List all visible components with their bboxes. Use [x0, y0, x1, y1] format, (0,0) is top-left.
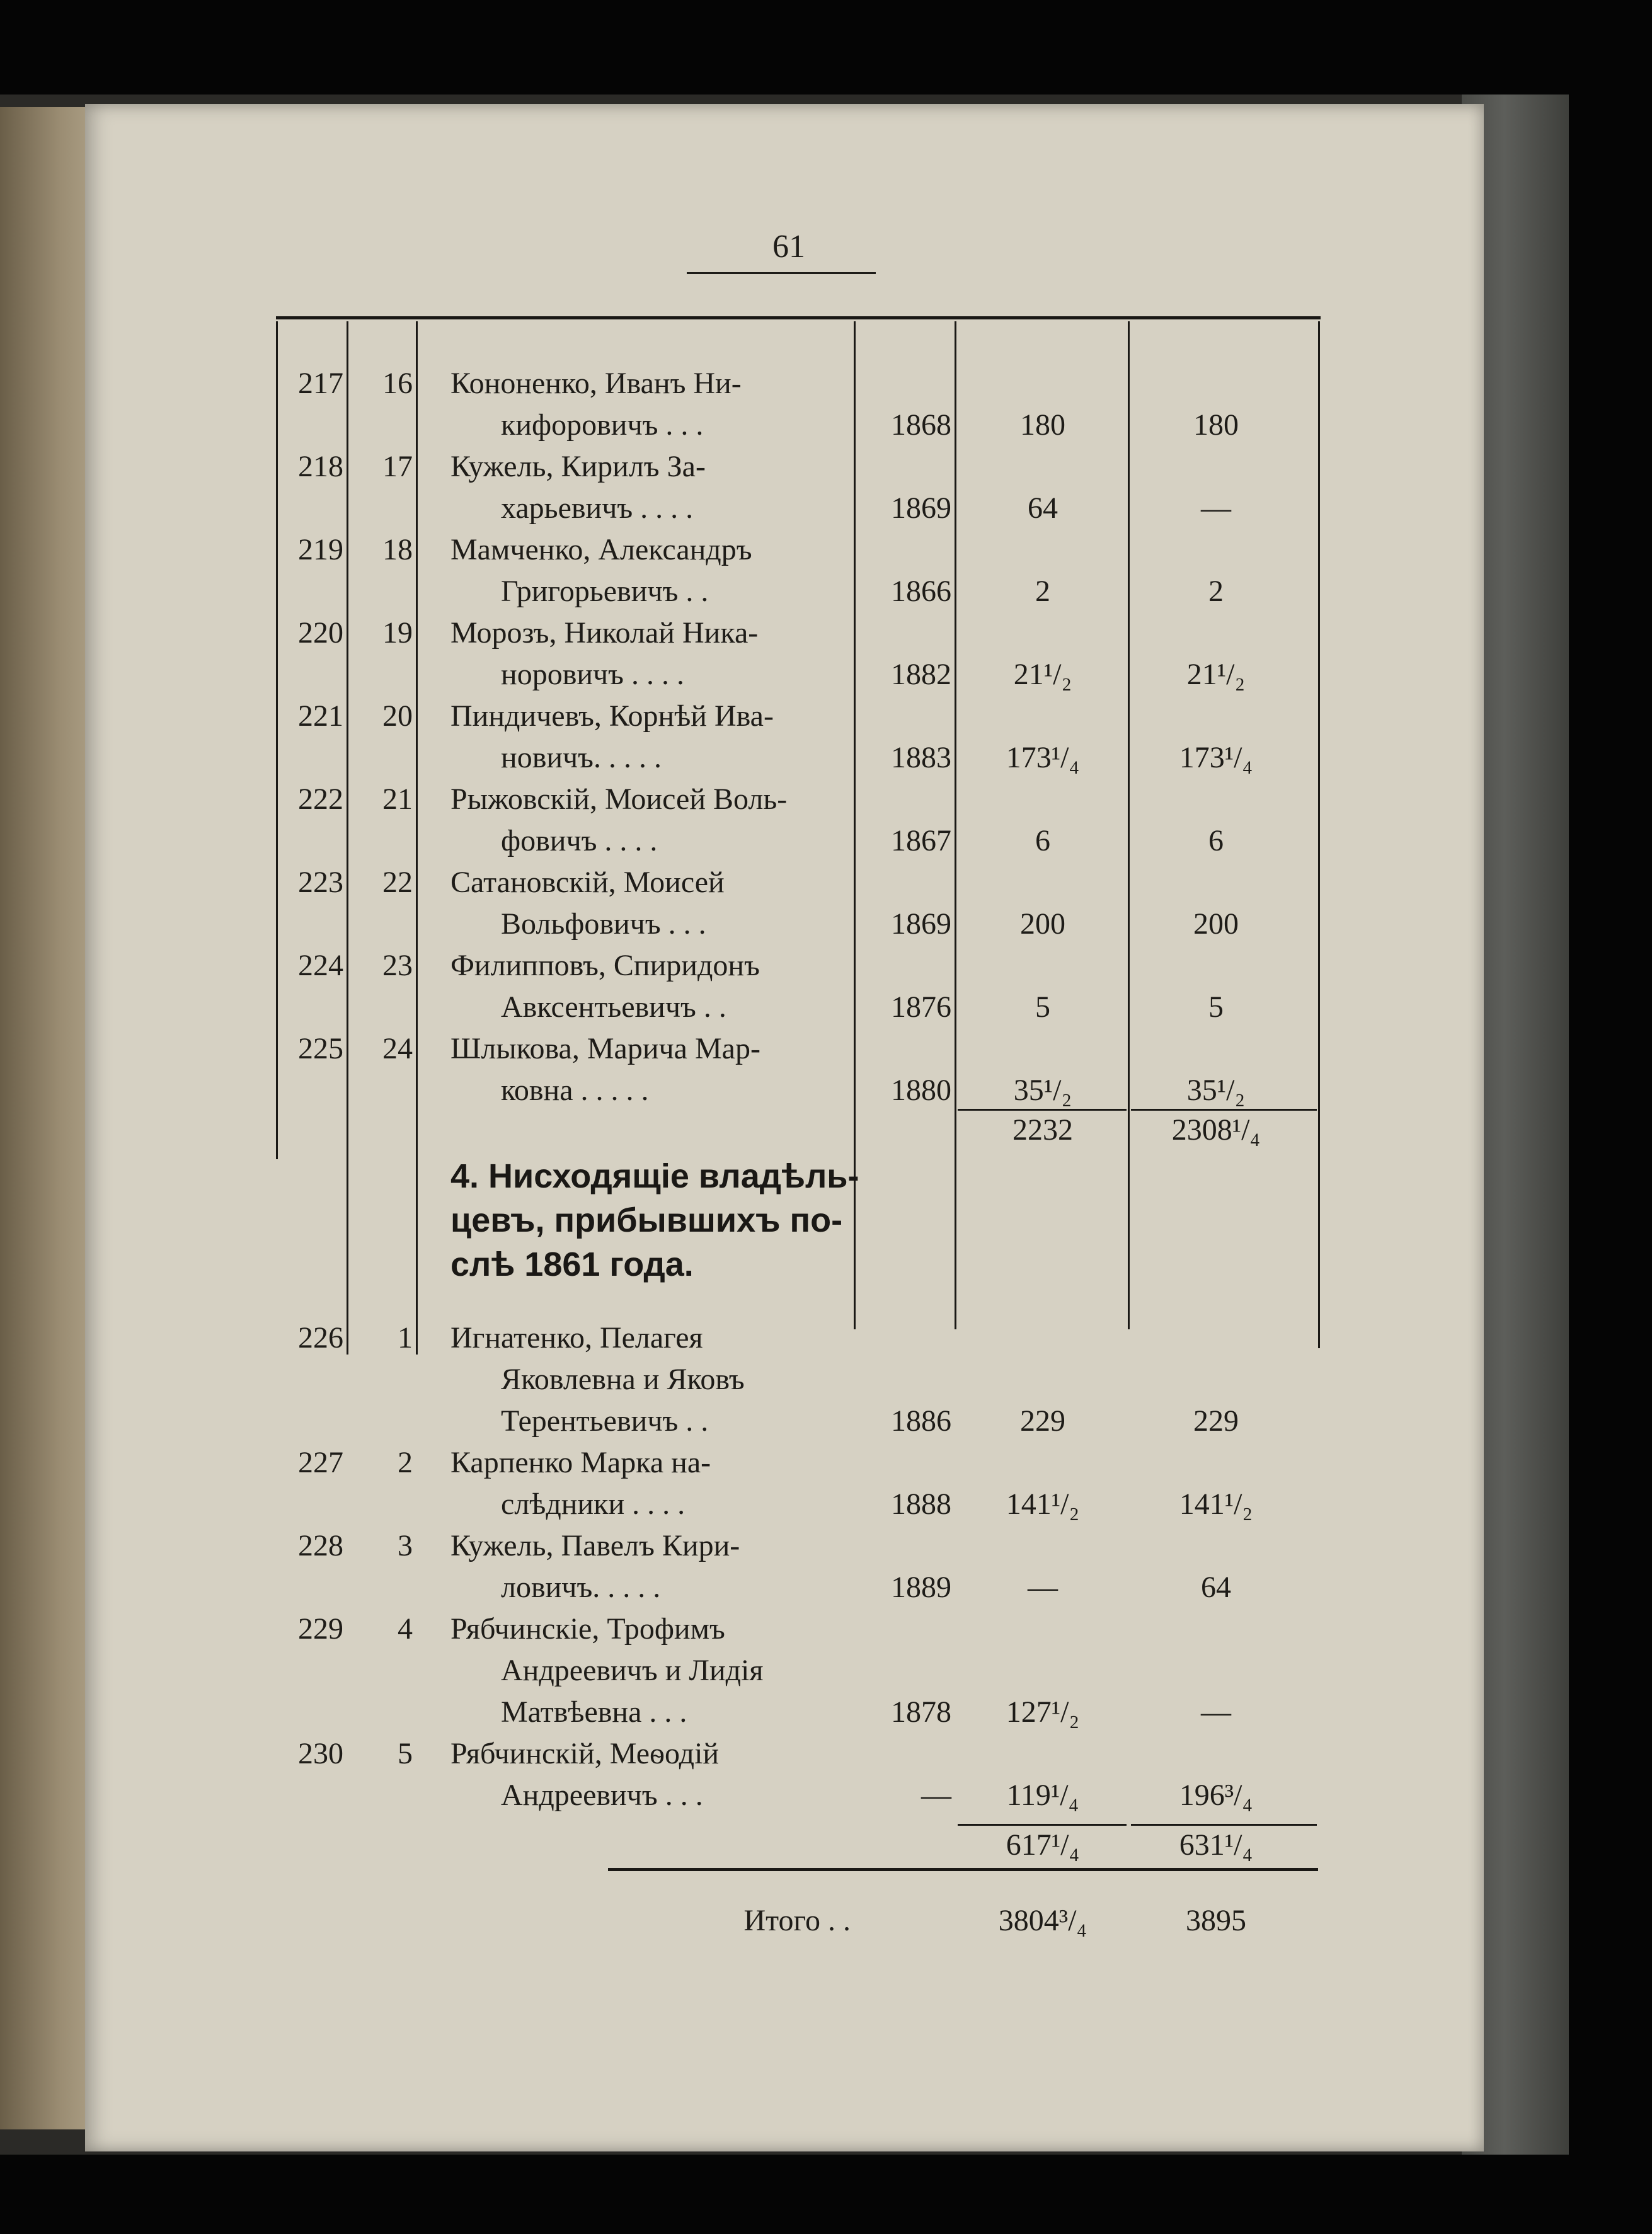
owner-name-line: Андреевичъ . . . — [501, 1779, 703, 1812]
year-cell: 1886 — [891, 1404, 951, 1438]
entry-number: 217 — [298, 367, 343, 400]
total-value: 3804³/₄ — [998, 1904, 1087, 1937]
year-cell: 1889 — [891, 1571, 951, 1604]
year-cell: 1888 — [891, 1487, 951, 1521]
owner-name-line: Сатановскій, Моисей — [450, 866, 725, 899]
owner-name-line: ловичъ. . . . . — [501, 1571, 661, 1604]
subtotal-rule-v2 — [1131, 1109, 1317, 1111]
owner-name-line: слѣдники . . . . — [501, 1487, 685, 1521]
value-cell: 196³/₄ — [1179, 1779, 1253, 1812]
entry-sub-number: 17 — [382, 450, 413, 483]
entry-number: 227 — [298, 1446, 343, 1479]
owner-name-line: новичъ. . . . . — [501, 741, 662, 774]
value-cell: — — [1028, 1571, 1058, 1604]
subtotal-rule-v1 — [958, 1824, 1127, 1826]
owner-name-line: норовичъ . . . . — [501, 658, 684, 691]
value-cell: 35¹/₂ — [1186, 1074, 1246, 1107]
subtotal-rule-v1 — [958, 1109, 1127, 1111]
year-cell: 1880 — [891, 1074, 951, 1107]
value-cell: 127¹/₂ — [1006, 1695, 1080, 1729]
page-number-rule — [687, 272, 876, 274]
entry-number: 228 — [298, 1529, 343, 1562]
owner-name-line: Карпенко Марка на- — [450, 1446, 711, 1479]
year-cell: 1867 — [891, 824, 951, 857]
owner-name-line: Филипповъ, Спиридонъ — [450, 949, 760, 982]
col-rule-year — [955, 321, 956, 1329]
value-cell: 5 — [1035, 990, 1050, 1024]
year-cell: 1878 — [891, 1695, 951, 1729]
value-cell: 141¹/₂ — [1006, 1487, 1080, 1521]
owner-name-line: Шлыкова, Марича Мар- — [450, 1032, 760, 1065]
owner-name-line: Мамченко, Александръ — [450, 533, 752, 566]
owner-name-line: кифоровичъ . . . — [501, 408, 704, 442]
entry-number: 224 — [298, 949, 343, 982]
owner-name-line: Рыжовскій, Моисей Воль- — [450, 782, 788, 816]
entry-sub-number: 3 — [398, 1529, 413, 1562]
owner-name-line: Пиндичевъ, Корнѣй Ива- — [450, 699, 774, 733]
entry-sub-number: 1 — [398, 1321, 413, 1355]
year-cell: 1883 — [891, 741, 951, 774]
entry-sub-number: 24 — [382, 1032, 413, 1065]
page-number: 61 — [772, 229, 805, 265]
owner-name-line: Кужель, Кирилъ За- — [450, 450, 706, 483]
entry-sub-number: 2 — [398, 1446, 413, 1479]
year-cell: 1868 — [891, 408, 951, 442]
value-cell: 2 — [1035, 575, 1050, 608]
col-rule-v1 — [1128, 321, 1130, 1329]
entry-sub-number: 21 — [382, 782, 413, 816]
entry-sub-number: 19 — [382, 616, 413, 650]
entry-number: 219 — [298, 533, 343, 566]
subtotal-value: 617¹/₄ — [1006, 1828, 1080, 1862]
entry-number: 223 — [298, 866, 343, 899]
entry-number: 226 — [298, 1321, 343, 1355]
value-cell: 180 — [1020, 408, 1065, 442]
subtotal-value: 2232 — [1012, 1113, 1073, 1147]
value-cell: — — [1201, 1695, 1231, 1729]
value-cell: 200 — [1193, 907, 1239, 941]
owner-name-line: Рябчинскій, Меѳодій — [450, 1737, 720, 1770]
entry-sub-number: 16 — [382, 367, 413, 400]
col-rule-sub — [416, 321, 418, 1355]
value-cell: 64 — [1201, 1571, 1231, 1604]
owner-name-line: Кужель, Павелъ Кири- — [450, 1529, 740, 1562]
entry-number: 225 — [298, 1032, 343, 1065]
year-cell: 1882 — [891, 658, 951, 691]
value-cell: 2 — [1208, 575, 1224, 608]
total-label: Итого . . — [743, 1904, 851, 1937]
value-cell: 35¹/₂ — [1013, 1074, 1072, 1107]
owner-name-line: фовичъ . . . . — [501, 824, 658, 857]
entry-number: 230 — [298, 1737, 343, 1770]
section-heading-line: 4. Нисходящіе владѣль- — [450, 1157, 859, 1195]
entry-sub-number: 20 — [382, 699, 413, 733]
value-cell: 119¹/₄ — [1006, 1779, 1079, 1812]
value-cell: 6 — [1208, 824, 1224, 857]
value-cell: — — [1201, 491, 1231, 525]
owner-name-line: Терентьевичъ . . — [501, 1404, 709, 1438]
value-cell: 229 — [1020, 1404, 1065, 1438]
value-cell: 173¹/₄ — [1006, 741, 1080, 774]
owner-name-line: Кононенко, Иванъ Ни- — [450, 367, 742, 400]
entry-sub-number: 23 — [382, 949, 413, 982]
section-heading-line: слѣ 1861 года. — [450, 1246, 694, 1283]
value-cell: 64 — [1028, 491, 1058, 525]
value-cell: 229 — [1193, 1404, 1239, 1438]
entry-number: 218 — [298, 450, 343, 483]
subtotal-rule-v2 — [1131, 1824, 1317, 1826]
owner-name-line: Матвѣевна . . . — [501, 1695, 687, 1729]
year-cell: — — [921, 1779, 951, 1812]
owner-name-line: Авксентьевичъ . . — [501, 990, 726, 1024]
owner-name-line: Рябчинскіе, Трофимъ — [450, 1612, 725, 1646]
year-cell: 1869 — [891, 907, 951, 941]
section-heading-line: цевъ, прибывшихъ по- — [450, 1201, 843, 1239]
subtotal-value: 631¹/₄ — [1179, 1828, 1253, 1862]
entry-sub-number: 18 — [382, 533, 413, 566]
entry-number: 221 — [298, 699, 343, 733]
value-cell: 5 — [1208, 990, 1224, 1024]
value-cell: 180 — [1193, 408, 1239, 442]
entry-sub-number: 4 — [398, 1612, 413, 1646]
year-cell: 1876 — [891, 990, 951, 1024]
value-cell: 6 — [1035, 824, 1050, 857]
entry-number: 220 — [298, 616, 343, 650]
value-cell: 21¹/₂ — [1186, 658, 1246, 691]
year-cell: 1869 — [891, 491, 951, 525]
owner-name-line: Григорьевичъ . . — [501, 575, 709, 608]
total-rule-left — [608, 1868, 1318, 1871]
col-rule-no — [347, 321, 348, 1355]
owner-name-line: Андреевичъ и Лидія — [501, 1654, 764, 1687]
owner-name-line: Яковлевна и Яковъ — [501, 1363, 745, 1396]
value-cell: 21¹/₂ — [1013, 658, 1072, 691]
total-value: 3895 — [1186, 1904, 1246, 1937]
value-cell: 141¹/₂ — [1179, 1487, 1253, 1521]
owner-name-line: харьевичъ . . . . — [501, 491, 694, 525]
previous-page-edge — [0, 107, 85, 2129]
table-top-rule — [276, 316, 1321, 319]
entry-number: 229 — [298, 1612, 343, 1646]
subtotal-value: 2308¹/₄ — [1171, 1113, 1261, 1147]
owner-name-line: Морозъ, Николай Ника- — [450, 616, 759, 650]
value-cell: 173¹/₄ — [1179, 741, 1253, 774]
owner-name-line: Вольфовичъ . . . — [501, 907, 706, 941]
entry-sub-number: 22 — [382, 866, 413, 899]
entry-sub-number: 5 — [398, 1737, 413, 1770]
year-cell: 1866 — [891, 575, 951, 608]
col-rule-right — [1318, 321, 1320, 1348]
owner-name-line: Игнатенко, Пелагея — [450, 1321, 703, 1355]
value-cell: 200 — [1020, 907, 1065, 941]
owner-name-line: ковна . . . . . — [501, 1074, 649, 1107]
entry-number: 222 — [298, 782, 343, 816]
